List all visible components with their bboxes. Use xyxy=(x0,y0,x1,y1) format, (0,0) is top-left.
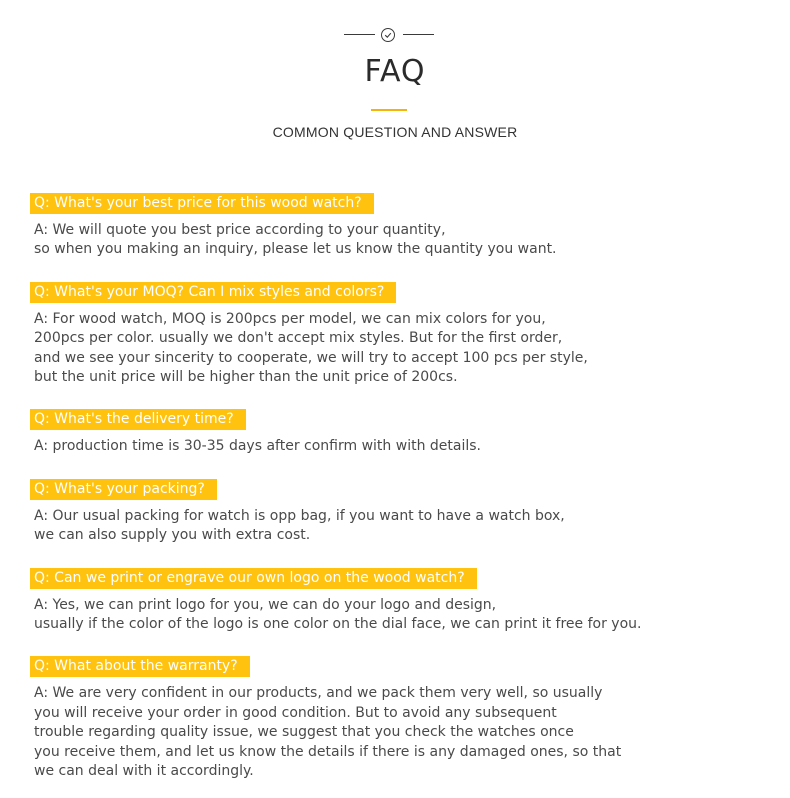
faq-answer-line: 200pcs per color. usually we don't accept mix styles. But for the first order, xyxy=(34,330,563,347)
faq-answer-line: A: Our usual packing for watch is opp bag, if you want to have a watch box, xyxy=(34,507,565,524)
ornament-line-left xyxy=(344,34,375,35)
faq-answer-line: we can also supply you with extra cost. xyxy=(34,527,311,544)
faq-question: Q: What's your packing? xyxy=(30,479,217,500)
faq-item xyxy=(30,408,770,456)
faq-item xyxy=(30,281,770,388)
faq-answer-line: and we see your sincerity to cooperate, we will try to accept 100 pcs per style, xyxy=(34,349,588,366)
faq-answer-line: A: production time is 30-35 days after confirm with with details. xyxy=(34,438,481,455)
title-underline xyxy=(371,109,407,111)
faq-question: Q: What's your best price for this wood watch? xyxy=(30,193,374,214)
page-title: FAQ xyxy=(364,54,426,89)
faq-answer-line: usually if the color of the logo is one color on the dial face, we can print it free for you. xyxy=(34,616,642,633)
faq-answer-line: trouble regarding quality issue, we suggest that you check the watches once xyxy=(34,724,574,741)
faq-answer-line: A: We will quote you best price according to your quantity, xyxy=(34,222,446,238)
header-ornament xyxy=(0,27,790,43)
faq-answer-line: you will receive your order in good condition. But to avoid any subsequent xyxy=(34,704,557,721)
faq-question: Q: What's the delivery time? xyxy=(30,409,246,430)
faq-item xyxy=(30,567,770,635)
faq-answer xyxy=(34,507,770,546)
faq-answer-line: A: We are very confident in our products, and we pack them very well, so usually xyxy=(34,685,603,702)
faq-question: Q: What about the warranty? xyxy=(30,656,250,677)
page-subtitle: COMMON QUESTION AND ANSWER xyxy=(272,124,518,140)
faq-item xyxy=(30,192,770,260)
check-circle-icon xyxy=(380,27,396,43)
faq-answer-line: A: Yes, we can print logo for you, we can do your logo and design, xyxy=(34,596,497,613)
faq-answer-line: so when you making an inquiry, please let us know the quantity you want. xyxy=(34,241,557,258)
faq-answer xyxy=(34,596,770,635)
faq-answer-line: but the unit price will be higher than the unit price of 200cs. xyxy=(34,369,458,386)
ornament-line-right xyxy=(403,34,434,35)
faq-item xyxy=(30,478,770,546)
faq-answer xyxy=(34,437,770,456)
faq-question: Q: Can we print or engrave our own logo on the wood watch? xyxy=(30,568,477,589)
faq-answer xyxy=(34,310,770,388)
faq-list xyxy=(30,192,770,782)
faq-question: Q: What's your MOQ? Can I mix styles and colors? xyxy=(30,282,396,303)
faq-item xyxy=(30,655,770,781)
faq-answer xyxy=(34,684,770,781)
faq-answer xyxy=(34,221,770,260)
faq-answer-line: you receive them, and let us know the details if there is any damaged ones, so that xyxy=(34,743,622,760)
faq-answer-line: A: For wood watch, MOQ is 200pcs per model, we can mix colors for you, xyxy=(34,310,546,327)
faq-answer-line: we can deal with it accordingly. xyxy=(34,763,254,780)
